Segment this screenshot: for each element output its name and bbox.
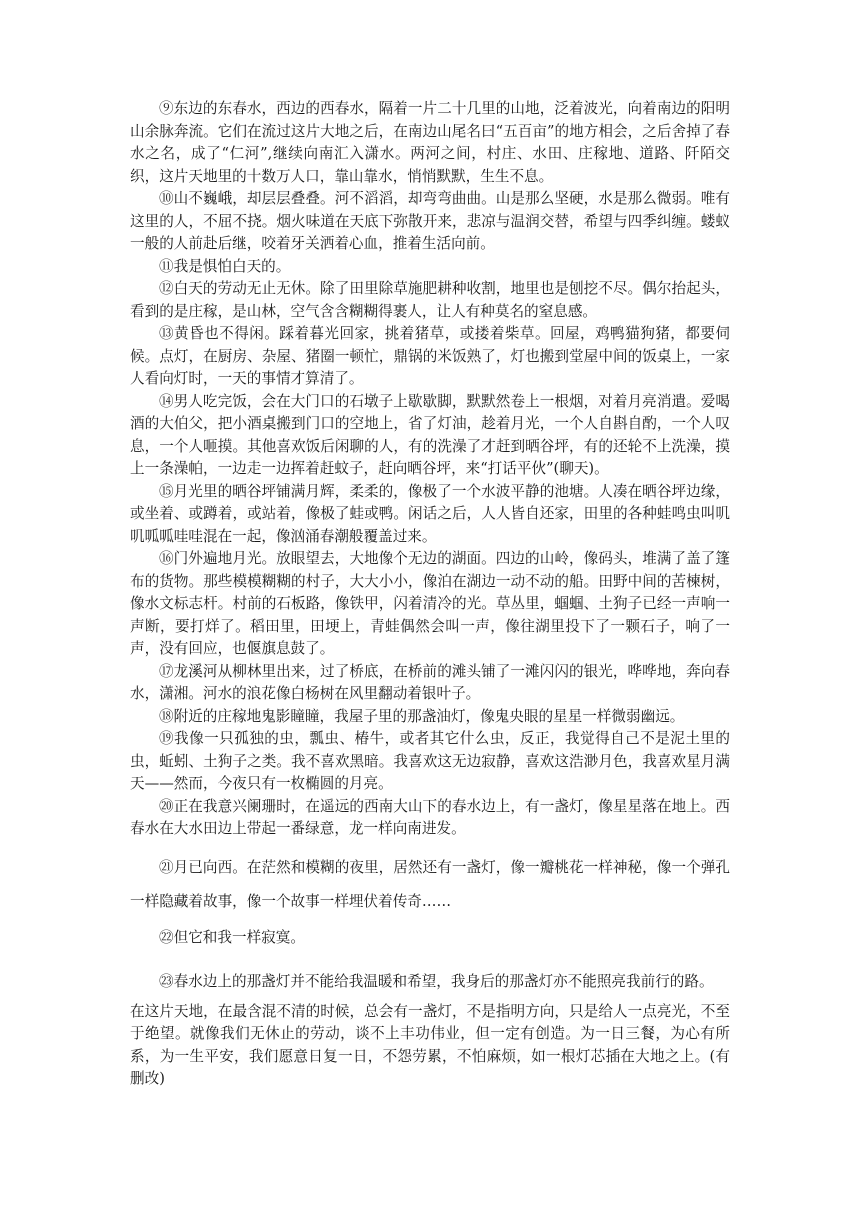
paragraph-21: ㉑月已向西。在茫然和模糊的夜里，居然还有一盏灯，像一瓣桃花一样神秘，像一个弹孔一样隐藏着故事，像一个故事一样埋伏着传奇…… bbox=[130, 858, 730, 910]
paragraph-13: ⑬黄昏也不得闲。踩着暮光回家，挑着猪草，或搂着柴草。回屋，鸡鸭猫狗猪，都要伺候。点灯，在厨房、杂屋、猪圈一顿忙，鼎锅的米饭熟了，灯也搬到堂屋中间的饭桌上，一家人看向灯时，一天的事情才算清了。 bbox=[130, 325, 730, 387]
paragraph-15: ⑮月光里的晒谷坪铺满月辉，柔柔的，像极了一个水波平静的池塘。人凑在晒谷坪边缘，或坐着、或蹲着，或站着，像极了蛙或鸭。闲话之后，人人皆自还家，田里的各种蛙鸣虫叫叽叽呱呱哇哇混在一起，像汹涌春潮般覆盖过来。 bbox=[130, 482, 730, 545]
paragraph-20: ⑳正在我意兴阑珊时，在遥远的西南大山下的春水边上，有一盏灯，像星星落在地上。西春水在大水田边上带起一番绿意，龙一样向南进发。 bbox=[130, 797, 730, 837]
paragraph-23-continued: 在这片天地，在最含混不清的时候，总会有一盏灯，不是指明方向，只是给人一点亮光，不至于绝望。就像我们无休止的劳动，谈不上丰功伟业，但一定有创造。为一日三餐，为心有所系，为一生平安，我们愿意日复一日，不怨劳累，不怕麻烦，如一根灯芯插在大地之上。(有删改) bbox=[130, 1002, 730, 1087]
paragraph-9: ⑨东边的东春水，西边的西春水，隔着一片二十几里的山地，泛着波光，向着南边的阳明山余脉奔流。它们在流过这片大地之后，在南边山尾名曰“五百亩”的地方相会，之后舍掉了春水之名，成了“仁河”,继续向南汇入潇水。两河之间，村庄、水田、庄稼地、道路、阡陌交织，这片天地里的十数万人口，靠山靠水，悄悄默默，生生不息。 bbox=[130, 100, 730, 185]
paragraph-10: ⑩山不巍峨，却层层叠叠。河不滔滔，却弯弯曲曲。山是那么坚硬，水是那么微弱。唯有这里的人，不屈不挠。烟火味道在天底下弥散开来，悲凉与温润交替，希望与四季纠缠。蝼蚁一般的人前赴后继，咬着牙关洒着心血，推着生活向前。 bbox=[130, 190, 730, 252]
paragraph-11: ⑪我是惧怕白天的。 bbox=[159, 257, 291, 275]
paragraph-16: ⑯门外遍地月光。放眼望去，大地像个无边的湖面。四边的山岭，像码头，堆满了盖了篷布的货物。那些模模糊糊的村子，大大小小，像泊在湖边一动不动的船。田野中间的苦楝树，像水文标志杆。村前的石板路，像铁甲，闪着清冷的光。草丛里，蝈蝈、土狗子已经一声响一声断，要打烊了。稻田里，田埂上，青蛙偶然会叫一声，像往湖里投下了一颗石子，响了一声，没有回应，也偃旗息鼓了。 bbox=[130, 550, 730, 657]
paragraph-12: ⑫白天的劳动无止无休。除了田里除草施肥耕种收割，地里也是刨挖不尽。偶尔抬起头，看到的是庄稼，是山林，空气含含糊糊得裹人，让人有种莫名的窒息感。 bbox=[130, 280, 730, 320]
paragraph-18: ⑱附近的庄稼地鬼影瞳瞳，我屋子里的那盏油灯，像鬼央眼的星星一样微弱幽远。 bbox=[159, 707, 685, 725]
paragraph-19: ⑲我像一只孤独的虫，瓢虫、椿牛，或者其它什么虫，反正，我觉得自己不是泥土里的虫，蚯蚓、土狗子之类。我不喜欢黑暗。我喜欢这无边寂静，喜欢这浩渺月色，我喜欢星月满天——然而，今夜只有一枚椭圆的月亮。 bbox=[130, 730, 730, 792]
article-body bbox=[130, 98, 730, 1091]
paragraph-23: ㉓春水边上的那盏灯并不能给我温暖和希望，我身后的那盏灯亦不能照亮我前行的路。 bbox=[159, 972, 714, 990]
paragraph-17: ⑰龙溪河从柳林里出来，过了桥底，在桥前的滩头铺了一滩闪闪的银光，哗哗地，奔向春水，潇湘。河水的浪花像白杨树在风里翻动着银叶子。 bbox=[130, 662, 730, 702]
paragraph-14: ⑭男人吃完饭，会在大门口的石墩子上歇歇脚，默默然卷上一根烟，对着月亮消遣。爱喝酒的大伯父，把小酒桌搬到门口的空地上，省了灯油，趁着月光，一个人自斟自酌，一个人叹息，一个人咂摸。其他喜欢饭后闲聊的人，有的洗澡了才赶到晒谷坪，有的还轮不上洗澡，摸上一条澡帕，一边走一边挥着赶蚊子，赶向晒谷坪，来“打话平伙”(聊天)。 bbox=[130, 392, 730, 477]
paragraph-22: ㉒但它和我一样寂寞。 bbox=[159, 928, 305, 946]
